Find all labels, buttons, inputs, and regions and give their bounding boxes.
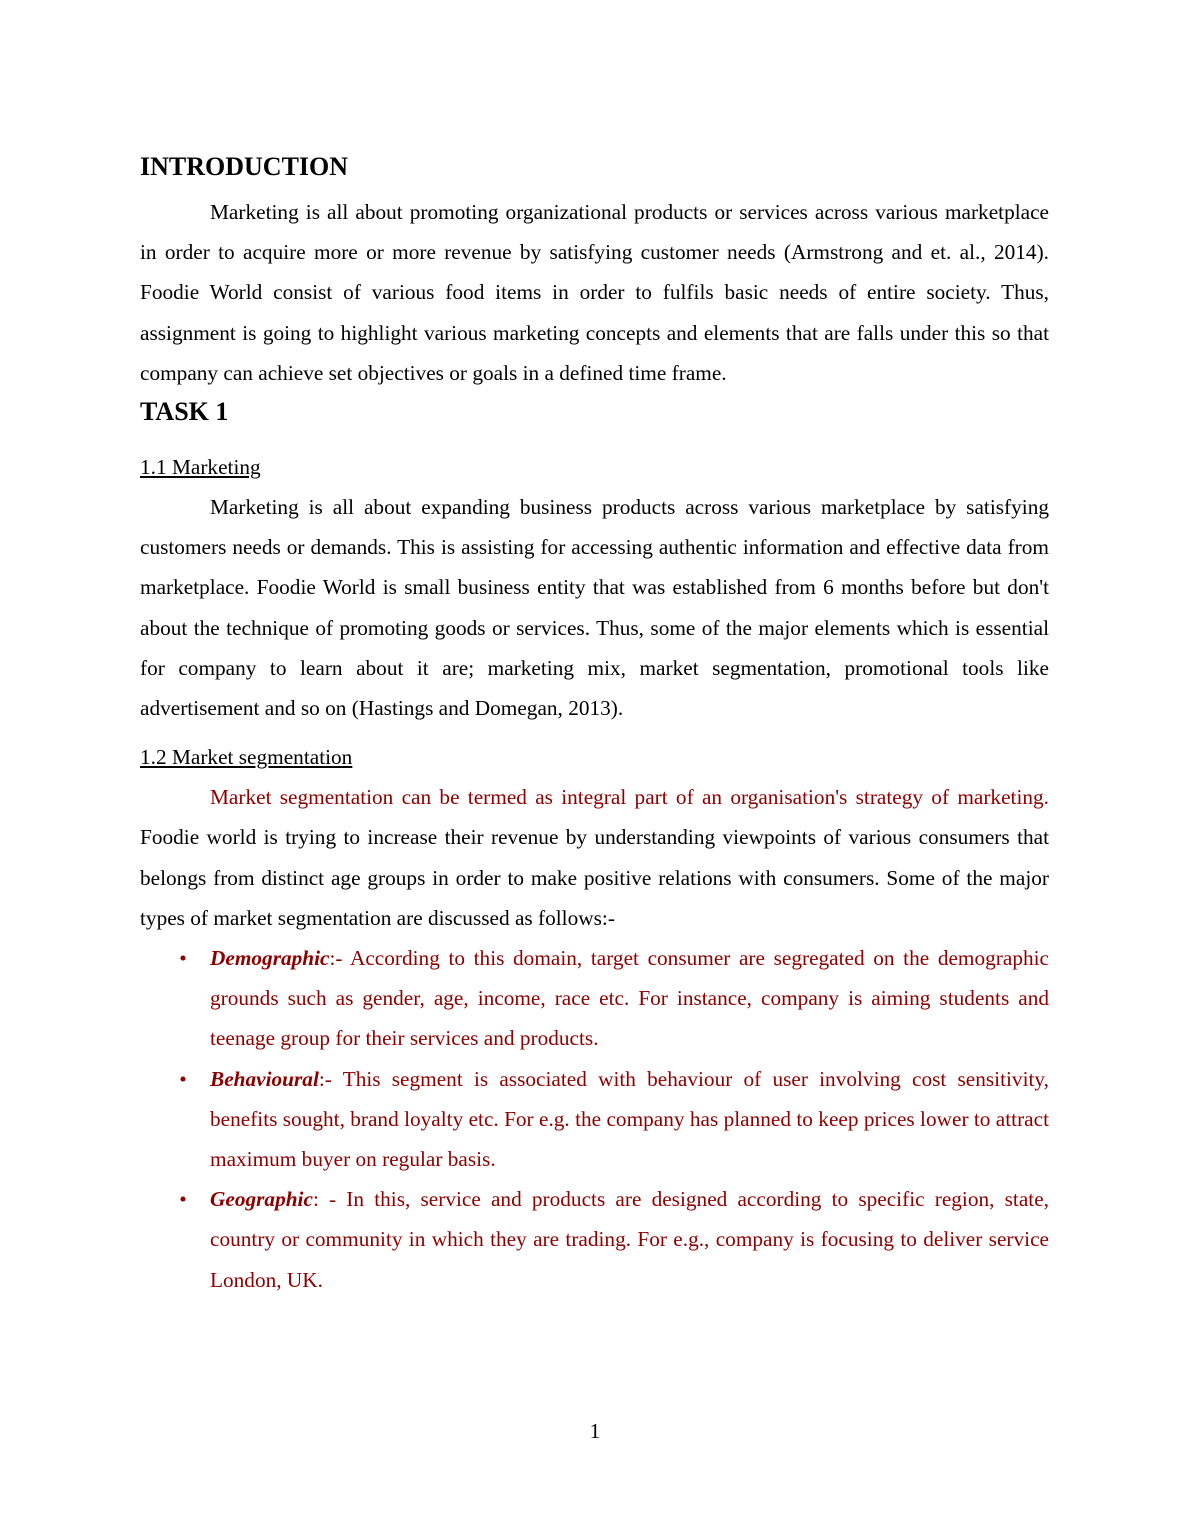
- page-number: 1: [589, 1419, 601, 1443]
- section-1-1-title: 1.1 Marketing: [140, 455, 261, 480]
- section-1-2-paragraph: [140, 777, 1049, 938]
- list-item-behavioural: [140, 1059, 1049, 1180]
- document-page: [140, 148, 1049, 1300]
- bullet-icon: •: [179, 1187, 187, 1212]
- bullet-term: Geographic: [210, 1187, 313, 1212]
- bullet-icon: •: [179, 1066, 187, 1091]
- bullet-icon: •: [179, 946, 187, 971]
- section-1-2-title: 1.2 Market segmentation: [140, 745, 353, 770]
- task1-heading: TASK 1: [140, 397, 229, 427]
- list-item-geographic: [140, 1179, 1049, 1300]
- bullet-text: : - In this, service and products are designed according to specific region, state, country or community in which they are trading. For e.g., company is focusing to deliver service London, UK.: [210, 1187, 1049, 1292]
- introduction-heading: INTRODUCTION: [140, 152, 349, 181]
- bullet-text: :- According to this domain, target consumer are segregated on the demographic grounds such as gender, age, income, race etc. For instance, company is aiming students and teenage group for their services and products.: [210, 946, 1049, 1051]
- introduction-paragraph: Marketing is all about promoting organizational products or services across various marketplace in order to acquire more or more revenue by satisfying customer needs (Armstrong and et. al., 2014). Foodie World consist of various food items in order to fulfils basic needs of entire society. Thus, assignment is going to highlight various marketing concepts and elements that are falls under this so that company can achieve set objectives or goals in a defined time frame.: [140, 200, 1049, 385]
- list-item-demographic: [140, 938, 1049, 1059]
- bullet-text: :- This segment is associated with behaviour of user involving cost sensitivity, benefits sought, brand loyalty etc. For e.g. the company has planned to keep prices lower to attract maximum buyer on regular basis.: [210, 1066, 1049, 1172]
- section-1-2-highlight: Market segmentation can be termed as integral part of an organisation's strategy of marketing.: [210, 785, 1049, 810]
- section-1-2-body: Foodie world is trying to increase their revenue by understanding viewpoints of various consumers that belongs from distinct age groups in order to make positive relations with consumers. Some of the major types of market segmentation are discussed as follows:-: [140, 825, 1049, 930]
- bullet-term: Demographic: [210, 946, 330, 971]
- bullet-term: Behavioural: [210, 1066, 319, 1091]
- section-1-1-paragraph: Marketing is all about expanding business products across various marketplace by satisfying customers needs or demands. This is assisting for accessing authentic information and effective data from marketplace. Foodie World is small business entity that was established from 6 months before but don't about the technique of promoting goods or services. Thus, some of the major elements which is essential for company to learn about it are; marketing mix, market segmentation, promotional tools like advertisement and so on (Hastings and Domegan, 2013).: [140, 495, 1049, 721]
- segmentation-list: [140, 938, 1049, 1300]
